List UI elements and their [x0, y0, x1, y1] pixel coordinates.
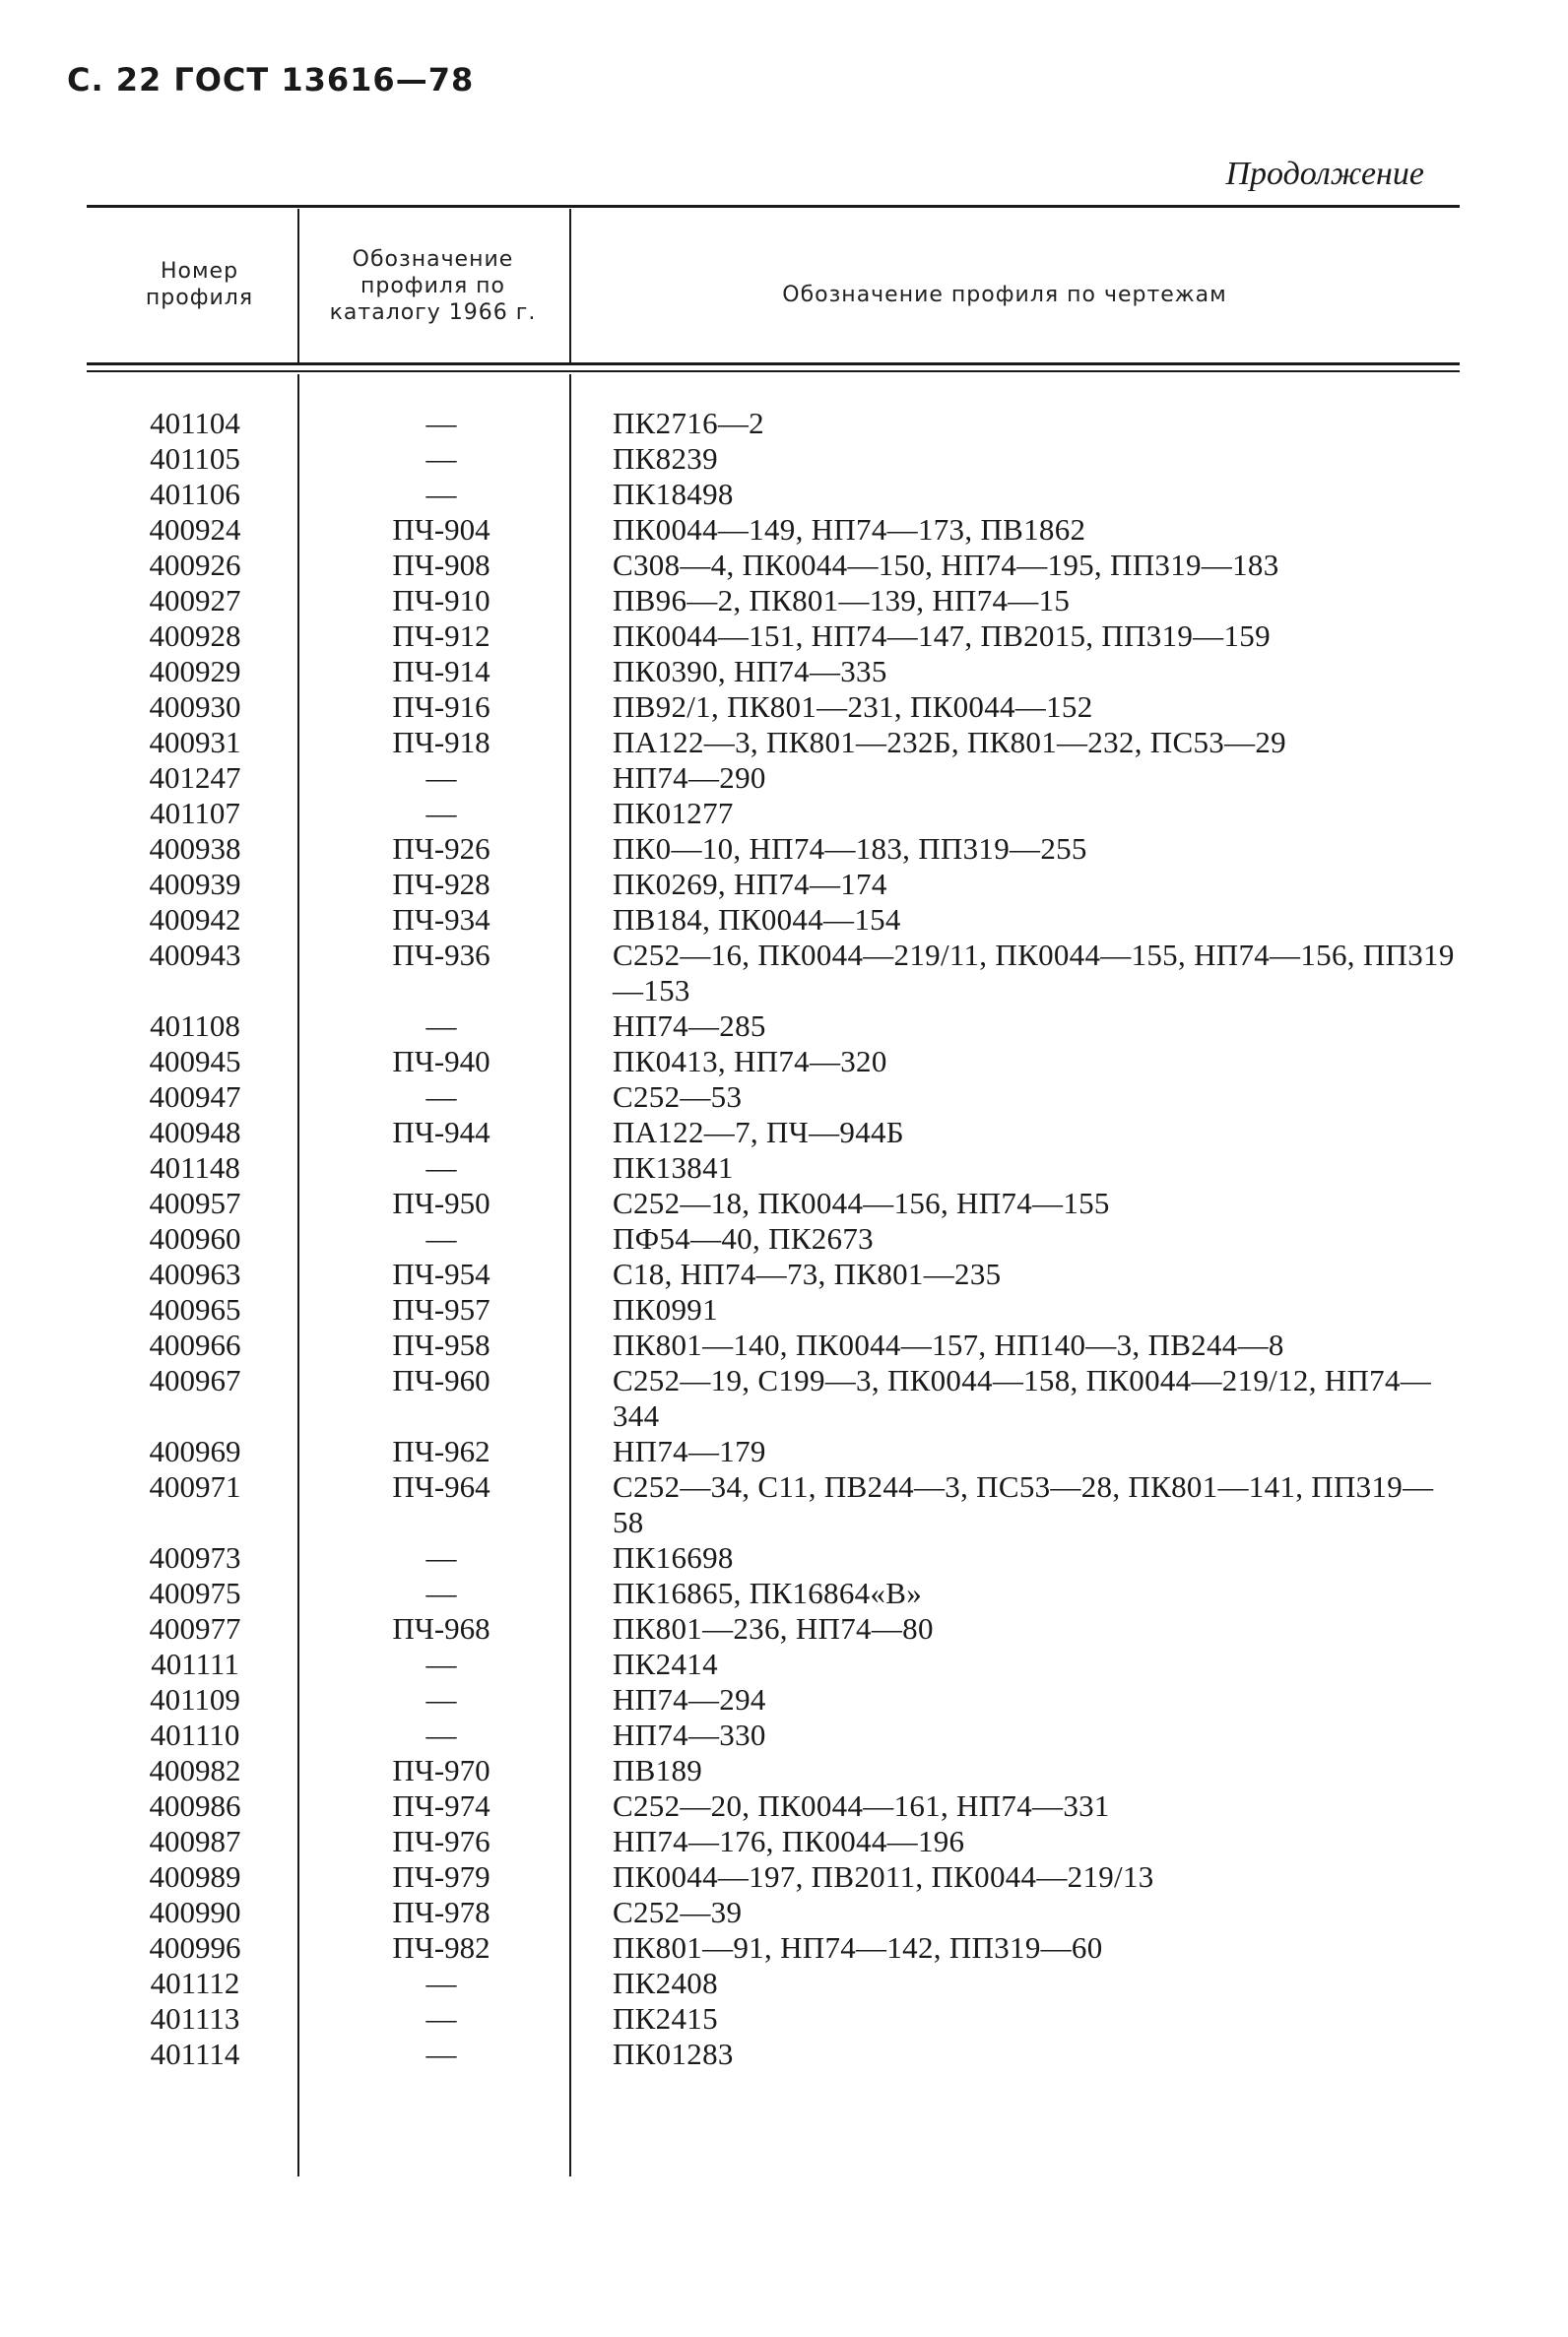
drawing-designation: С252—39: [613, 1895, 743, 1929]
drawing-designation: ПК0413, НП74—320: [613, 1044, 887, 1078]
table-row: [0, 1859, 1568, 1895]
drawing-designation: ПК01277: [613, 796, 734, 830]
profile-number: 401247: [149, 760, 241, 795]
table-row: [0, 1008, 1568, 1044]
profile-number: 400971: [149, 1469, 241, 1504]
catalog-designation: —: [425, 1576, 457, 1610]
catalog-designation: ПЧ-957: [392, 1292, 490, 1327]
table-row: [0, 583, 1568, 618]
catalog-designation: ПЧ-910: [392, 583, 490, 617]
drawing-designation: С252—53: [613, 1079, 743, 1114]
table-row: [0, 796, 1568, 831]
catalog-designation: ПЧ-964: [392, 1469, 490, 1504]
profile-number: 400989: [149, 1859, 241, 1894]
table-row: [0, 1328, 1568, 1363]
table-row: [0, 618, 1568, 654]
table-row: [0, 512, 1568, 548]
table-top-rule: [87, 205, 1460, 208]
profile-number: 401109: [150, 1682, 240, 1717]
drawing-designation: ПК0044—197, ПВ2011, ПК0044—219/13: [613, 1859, 1154, 1894]
table-row: [0, 902, 1568, 938]
table-row: [0, 406, 1568, 441]
profile-number: 400957: [149, 1186, 241, 1220]
profile-number: 400977: [149, 1611, 241, 1646]
catalog-designation: ПЧ-936: [392, 938, 490, 972]
catalog-designation: —: [425, 1221, 457, 1256]
profile-number: 401113: [150, 2001, 240, 2036]
drawing-designation: ПК16698: [613, 1540, 734, 1575]
column-header-number: Номер профиля: [145, 259, 254, 310]
catalog-designation: ПЧ-962: [392, 1434, 490, 1468]
drawing-designation: ПК0—10, НП74—183, ПП319—255: [613, 831, 1087, 866]
profile-number: 400975: [149, 1576, 241, 1610]
table-row: [0, 1363, 1568, 1434]
catalog-designation: ПЧ-940: [392, 1044, 490, 1078]
table-row: [0, 1682, 1568, 1718]
profile-number: 401105: [150, 441, 240, 476]
profile-number: 401106: [150, 477, 240, 511]
catalog-designation: —: [425, 796, 457, 830]
drawing-designation: НП74—290: [613, 760, 766, 795]
drawing-designation: НП74—176, ПК0044—196: [613, 1824, 965, 1858]
drawing-designation: ПК801—140, ПК0044—157, НП140—3, ПВ244—8: [613, 1328, 1284, 1362]
drawing-designation: НП74—330: [613, 1718, 766, 1752]
drawing-designation: ПА122—3, ПК801—232Б, ПК801—232, ПС53—29: [613, 725, 1286, 759]
profile-number: 400960: [149, 1221, 241, 1256]
profile-number: 400963: [149, 1257, 241, 1291]
drawing-designation: ПВ189: [613, 1753, 703, 1787]
catalog-designation: ПЧ-950: [392, 1186, 490, 1220]
catalog-designation: ПЧ-954: [392, 1257, 490, 1291]
profile-number: 400942: [149, 902, 241, 937]
profile-number: 401108: [150, 1008, 240, 1043]
profile-number: 401110: [150, 1718, 240, 1752]
table-row: [0, 1292, 1568, 1328]
catalog-designation: ПЧ-976: [392, 1824, 490, 1858]
table-row: [0, 1150, 1568, 1186]
table-row: [0, 1718, 1568, 1753]
catalog-designation: —: [425, 441, 457, 476]
catalog-designation: —: [425, 406, 457, 440]
table-row: [0, 1824, 1568, 1859]
catalog-designation: —: [425, 1682, 457, 1717]
profile-number: 400982: [149, 1753, 241, 1787]
drawing-designation: ПК0044—149, НП74—173, ПВ1862: [613, 512, 1086, 547]
table-row: [0, 689, 1568, 725]
drawing-designation: С252—18, ПК0044—156, НП74—155: [613, 1186, 1110, 1220]
catalog-designation: ПЧ-928: [392, 867, 490, 901]
profile-number: 401112: [150, 1966, 240, 2000]
table-row: [0, 654, 1568, 689]
profile-number: 400987: [149, 1824, 241, 1858]
catalog-designation: —: [425, 1540, 457, 1575]
catalog-designation: ПЧ-916: [392, 689, 490, 724]
catalog-designation: ПЧ-934: [392, 902, 490, 937]
drawing-designation: ПК18498: [613, 477, 734, 511]
table-row: [0, 1647, 1568, 1682]
table-row: [0, 1753, 1568, 1788]
drawing-designation: ПК01283: [613, 2037, 734, 2071]
profile-number: 400996: [149, 1930, 241, 1965]
catalog-designation: ПЧ-960: [392, 1363, 490, 1397]
catalog-designation: —: [425, 477, 457, 511]
column-divider: [569, 209, 571, 362]
drawing-designation: ПК8239: [613, 441, 718, 476]
profile-number: 400929: [149, 654, 241, 688]
table-row: [0, 1044, 1568, 1079]
table-row: [0, 2037, 1568, 2072]
profile-number: 400965: [149, 1292, 241, 1327]
catalog-designation: ПЧ-979: [392, 1859, 490, 1894]
catalog-designation: —: [425, 1966, 457, 2000]
catalog-designation: —: [425, 1647, 457, 1681]
table-row: [0, 1469, 1568, 1540]
drawing-designation: ПВ92/1, ПК801—231, ПК0044—152: [613, 689, 1093, 724]
drawing-designation: ПК801—91, НП74—142, ПП319—60: [613, 1930, 1103, 1965]
drawing-designation: ПВ184, ПК0044—154: [613, 902, 901, 937]
catalog-designation: ПЧ-908: [392, 548, 490, 582]
table-row: [0, 441, 1568, 477]
table-row: [0, 548, 1568, 583]
drawing-designation: С252—16, ПК0044—219/11, ПК0044—155, НП74—156, ПП319—153: [613, 938, 1455, 1007]
catalog-designation: —: [425, 1008, 457, 1043]
table-row: [0, 1611, 1568, 1647]
catalog-designation: ПЧ-926: [392, 831, 490, 866]
profile-number: 400943: [149, 938, 241, 972]
profile-number: 400973: [149, 1540, 241, 1575]
catalog-designation: —: [425, 1079, 457, 1114]
profile-number: 400990: [149, 1895, 241, 1929]
profile-number: 400948: [149, 1115, 241, 1149]
table-row: [0, 1576, 1568, 1611]
column-divider: [297, 209, 299, 362]
drawing-designation: ПК0991: [613, 1292, 718, 1327]
profile-number: 400930: [149, 689, 241, 724]
profile-number: 400969: [149, 1434, 241, 1468]
catalog-designation: —: [425, 760, 457, 795]
profile-number: 401104: [150, 406, 240, 440]
drawing-designation: ПК2716—2: [613, 406, 764, 440]
catalog-designation: ПЧ-918: [392, 725, 490, 759]
catalog-designation: ПЧ-974: [392, 1788, 490, 1823]
header-bottom-rule: [87, 362, 1460, 365]
catalog-designation: ПЧ-912: [392, 618, 490, 653]
drawing-designation: С252—34, С11, ПВ244—3, ПС53—28, ПК801—141, ПП319—58: [613, 1469, 1434, 1539]
table-row: [0, 938, 1568, 1008]
drawing-designation: НП74—294: [613, 1682, 766, 1717]
catalog-designation: ПЧ-944: [392, 1115, 490, 1149]
table-row: [0, 867, 1568, 902]
table-row: [0, 1221, 1568, 1257]
profile-number: 400924: [149, 512, 241, 547]
column-header-drawings: Обозначение профиля по чертежам: [782, 283, 1227, 307]
page-number: С. 22: [67, 61, 163, 98]
profile-number: 401148: [150, 1150, 240, 1185]
profile-number: 400966: [149, 1328, 241, 1362]
catalog-designation: ПЧ-904: [392, 512, 490, 547]
table-row: [0, 1966, 1568, 2001]
drawing-designation: ПФ54—40, ПК2673: [613, 1221, 874, 1256]
drawing-designation: ПК2415: [613, 2001, 718, 2036]
catalog-designation: —: [425, 1718, 457, 1752]
table-row: [0, 2001, 1568, 2037]
catalog-designation: —: [425, 1150, 457, 1185]
table-row: [0, 1079, 1568, 1115]
profile-number: 401114: [150, 2037, 240, 2071]
drawing-designation: С252—20, ПК0044—161, НП74—331: [613, 1788, 1110, 1823]
drawing-designation: ПВ96—2, ПК801—139, НП74—15: [613, 583, 1071, 617]
table-row: [0, 1895, 1568, 1930]
profile-number: 401107: [150, 796, 240, 830]
table-row: [0, 1186, 1568, 1221]
catalog-designation: ПЧ-914: [392, 654, 490, 688]
drawing-designation: ПК0390, НП74—335: [613, 654, 887, 688]
table-row: [0, 1930, 1568, 1966]
profile-number: 400938: [149, 831, 241, 866]
table-row: [0, 831, 1568, 867]
catalog-designation: ПЧ-970: [392, 1753, 490, 1787]
drawing-designation: С18, НП74—73, ПК801—235: [613, 1257, 1002, 1291]
continuation-label: Продолжение: [1225, 156, 1424, 192]
column-header-catalog: Обозначение профиля по каталогу 1966 г.: [329, 247, 537, 325]
profile-number: 400967: [149, 1363, 241, 1397]
header-bottom-rule-2: [87, 370, 1460, 372]
drawing-designation: ПК13841: [613, 1150, 734, 1185]
profile-number: 400939: [149, 867, 241, 901]
table-row: [0, 1540, 1568, 1576]
drawing-designation: ПК2408: [613, 1966, 718, 2000]
table-row: [0, 725, 1568, 760]
table-row: [0, 1788, 1568, 1824]
profile-number: 400945: [149, 1044, 241, 1078]
table-row: [0, 1115, 1568, 1150]
catalog-designation: ПЧ-958: [392, 1328, 490, 1362]
drawing-designation: С308—4, ПК0044—150, НП74—195, ПП319—183: [613, 548, 1279, 582]
catalog-designation: —: [425, 2037, 457, 2071]
table-row: [0, 760, 1568, 796]
drawing-designation: ПК0044—151, НП74—147, ПВ2015, ПП319—159: [613, 618, 1271, 653]
catalog-designation: ПЧ-982: [392, 1930, 490, 1965]
catalog-designation: —: [425, 2001, 457, 2036]
drawing-designation: С252—19, С199—3, ПК0044—158, ПК0044—219/12, НП74—344: [613, 1363, 1432, 1433]
drawing-designation: ПК801—236, НП74—80: [613, 1611, 934, 1646]
drawing-designation: НП74—285: [613, 1008, 766, 1043]
drawing-designation: ПК2414: [613, 1647, 718, 1681]
profile-number: 400931: [149, 725, 241, 759]
profile-number: 401111: [151, 1647, 239, 1681]
table-row: [0, 477, 1568, 512]
catalog-designation: ПЧ-968: [392, 1611, 490, 1646]
page-header: [67, 61, 474, 98]
profile-number: 400927: [149, 583, 241, 617]
profile-number: 400928: [149, 618, 241, 653]
table-row: [0, 1434, 1568, 1469]
table-body: [0, 406, 1568, 2072]
drawing-designation: ПА122—7, ПЧ—944Б: [613, 1115, 904, 1149]
drawing-designation: НП74—179: [613, 1434, 766, 1468]
profile-number: 400947: [149, 1079, 241, 1114]
drawing-designation: ПК0269, НП74—174: [613, 867, 887, 901]
profile-number: 400986: [149, 1788, 241, 1823]
table-row: [0, 1257, 1568, 1292]
drawing-designation: ПК16865, ПК16864«В»: [613, 1576, 923, 1610]
catalog-designation: ПЧ-978: [392, 1895, 490, 1929]
profile-number: 400926: [149, 548, 241, 582]
standard-code: ГОСТ 13616—78: [173, 61, 475, 98]
